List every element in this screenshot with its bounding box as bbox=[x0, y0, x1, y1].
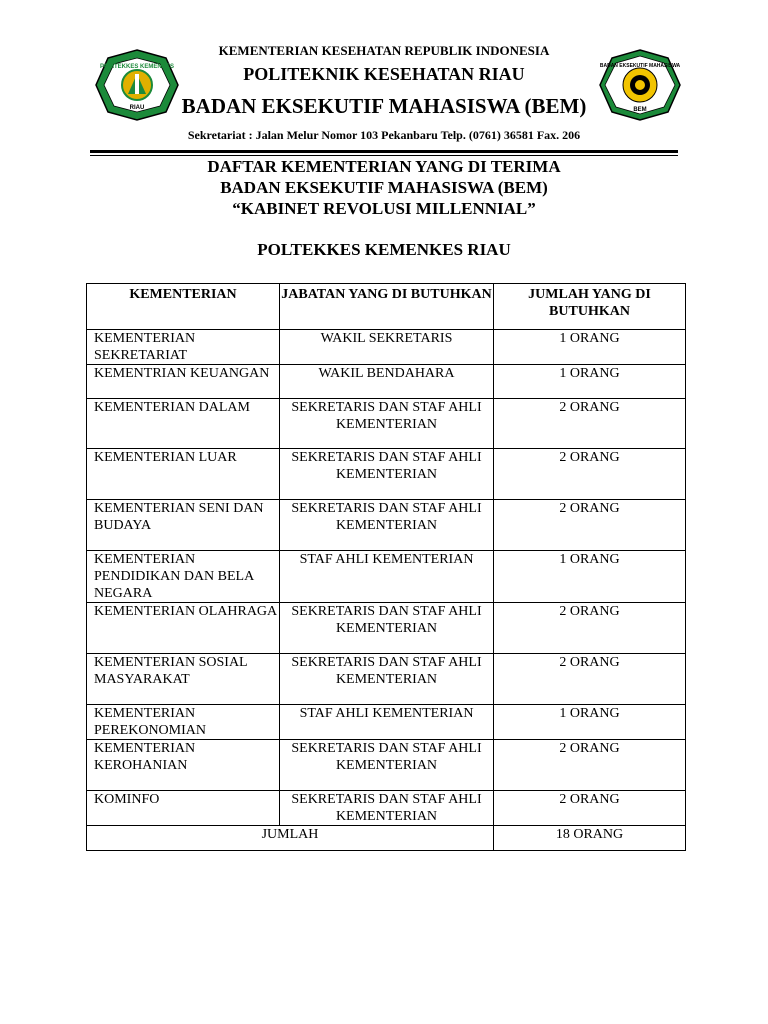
table-row bbox=[87, 740, 686, 791]
position-cell: WAKIL SEKRETARIS bbox=[280, 330, 494, 365]
total-label: JUMLAH bbox=[87, 826, 494, 851]
total-value: 18 ORANG bbox=[494, 826, 686, 851]
letterhead-divider-thick bbox=[90, 150, 678, 153]
ministry-cell: KEMENTERIAN PEREKONOMIAN bbox=[87, 705, 280, 740]
logo-bottom-text: BEM bbox=[633, 107, 647, 113]
ministry-cell: KEMENTERIAN OLAHRAGA bbox=[87, 603, 280, 654]
position-cell: WAKIL BENDAHARA bbox=[280, 365, 494, 399]
document-title: DAFTAR KEMENTERIAN YANG DI TERIMA bbox=[207, 157, 561, 176]
document-subtitle: BADAN EKSEKUTIF MAHASISWA (BEM) bbox=[220, 178, 548, 197]
position-cell: SEKRETARIS DAN STAF AHLI KEMENTERIAN bbox=[280, 500, 494, 551]
ministry-cell: KEMENTERIAN DALAM bbox=[87, 399, 280, 449]
table-row bbox=[87, 330, 686, 365]
institution-name: POLITEKNIK KESEHATAN RIAU bbox=[243, 64, 525, 84]
position-cell: SEKRETARIS DAN STAF AHLI KEMENTERIAN bbox=[280, 399, 494, 449]
ministry-cell: KEMENTERIAN KEROHANIAN bbox=[87, 740, 280, 791]
logo-arc-text: BADAN EKSEKUTIF MAHASISWA bbox=[599, 63, 681, 69]
count-cell: 1 ORANG bbox=[494, 365, 686, 399]
table-row bbox=[87, 791, 686, 826]
count-cell: 2 ORANG bbox=[494, 449, 686, 500]
ministry-name: KEMENTERIAN KESEHATAN REPUBLIK INDONESIA bbox=[218, 43, 550, 58]
table-row bbox=[87, 500, 686, 551]
table-row bbox=[87, 399, 686, 449]
position-cell: SEKRETARIS DAN STAF AHLI KEMENTERIAN bbox=[280, 603, 494, 654]
table-row bbox=[87, 705, 686, 740]
count-cell: 2 ORANG bbox=[494, 654, 686, 705]
ministry-cell: KEMENTERIAN LUAR bbox=[87, 449, 280, 500]
table-row bbox=[87, 551, 686, 603]
cabinet-name: “KABINET REVOLUSI MILLENNIAL” bbox=[232, 199, 536, 218]
position-cell: STAF AHLI KEMENTERIAN bbox=[280, 705, 494, 740]
ministry-cell: KEMENTERIAN SOSIAL MASYARAKAT bbox=[87, 654, 280, 705]
count-cell: 2 ORANG bbox=[494, 603, 686, 654]
count-cell: 1 ORANG bbox=[494, 705, 686, 740]
count-cell: 2 ORANG bbox=[494, 740, 686, 791]
ministry-cell: KEMENTRIAN KEUANGAN bbox=[87, 365, 280, 399]
count-cell: 2 ORANG bbox=[494, 791, 686, 826]
column-header-count: JUMLAH YANG DI BUTUHKAN bbox=[494, 284, 686, 330]
count-cell: 2 ORANG bbox=[494, 399, 686, 449]
table-row bbox=[87, 365, 686, 399]
organization-name: BADAN EKSEKUTIF MAHASISWA (BEM) bbox=[181, 94, 587, 118]
position-cell: STAF AHLI KEMENTERIAN bbox=[280, 551, 494, 603]
column-header-position: JABATAN YANG DI BUTUHKAN bbox=[280, 284, 494, 330]
position-cell: SEKRETARIS DAN STAF AHLI KEMENTERIAN bbox=[280, 791, 494, 826]
letterhead-divider-thin bbox=[90, 155, 678, 156]
table-header-row bbox=[87, 284, 686, 330]
campus-name: POLTEKKES KEMENKES RIAU bbox=[257, 240, 511, 259]
count-cell: 2 ORANG bbox=[494, 500, 686, 551]
ministry-cell: KEMENTERIAN SENI DAN BUDAYA bbox=[87, 500, 280, 551]
ministry-cell: KEMENTERIAN SEKRETARIAT bbox=[87, 330, 280, 365]
position-cell: SEKRETARIS DAN STAF AHLI KEMENTERIAN bbox=[280, 740, 494, 791]
table-row bbox=[87, 654, 686, 705]
ministry-table bbox=[86, 283, 686, 851]
table-row bbox=[87, 449, 686, 500]
count-cell: 1 ORANG bbox=[494, 330, 686, 365]
address-line: Sekretariat : Jalan Melur Nomor 103 Pekanbaru Telp. (0761) 36581 Fax. 206 bbox=[187, 128, 581, 142]
logo-bottom-text: RIAU bbox=[129, 105, 145, 111]
column-header-ministry: KEMENTERIAN bbox=[87, 284, 280, 330]
position-cell: SEKRETARIS DAN STAF AHLI KEMENTERIAN bbox=[280, 449, 494, 500]
count-cell: 1 ORANG bbox=[494, 551, 686, 603]
position-cell: SEKRETARIS DAN STAF AHLI KEMENTERIAN bbox=[280, 654, 494, 705]
ministry-cell: KEMENTERIAN PENDIDIKAN DAN BELA NEGARA bbox=[87, 551, 280, 603]
total-row bbox=[87, 826, 686, 851]
table-row bbox=[87, 603, 686, 654]
logo-arc-text: POLITEKKES KEMENKES bbox=[99, 64, 175, 70]
ministry-cell: KOMINFO bbox=[87, 791, 280, 826]
